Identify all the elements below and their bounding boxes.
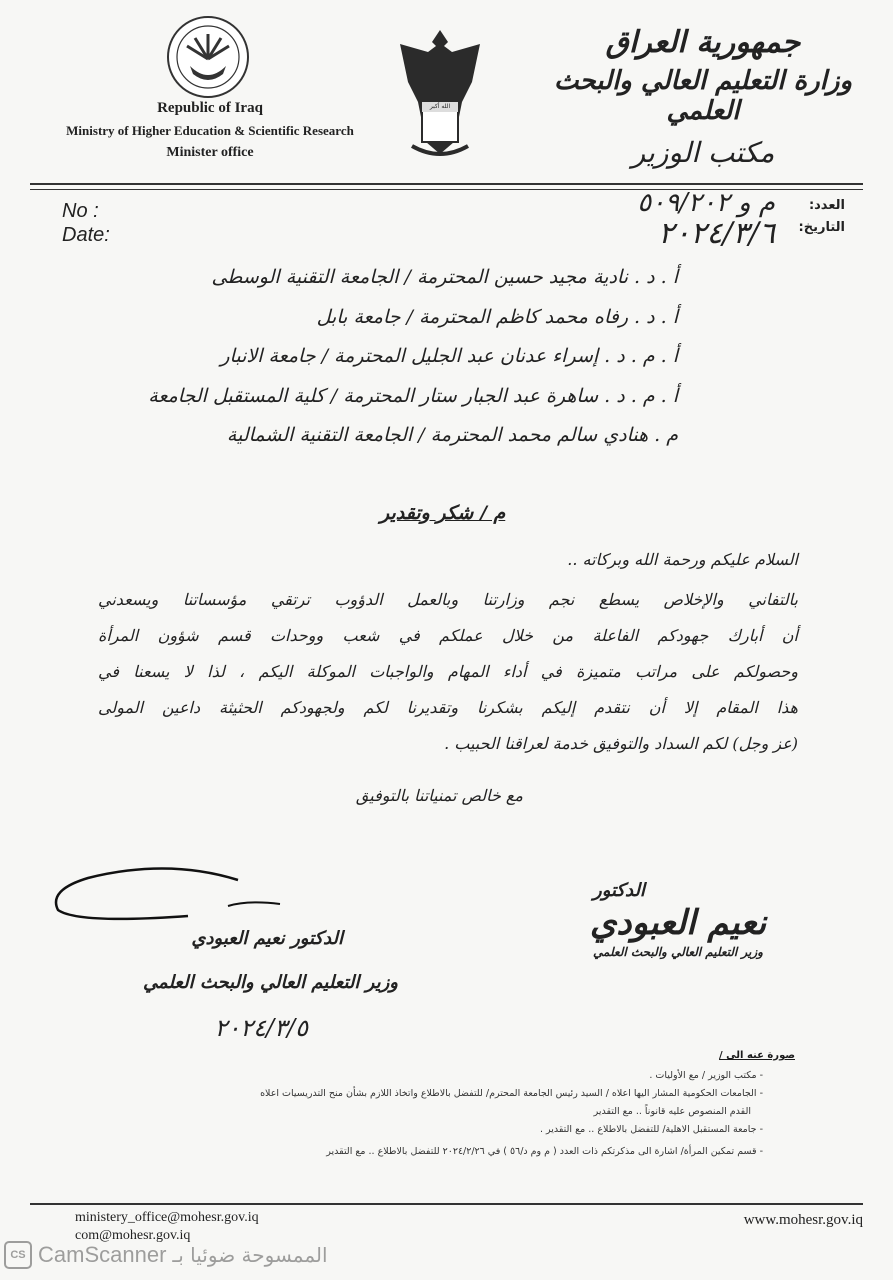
greeting: السلام عليكم ورحمة الله وبركاته .. (567, 550, 798, 569)
body-line-1: بالتفاني والإخلاص يسطع نجم وزارتنا وبالعمل الدؤوب ترتقي مؤسساتنا ويسعدني (98, 590, 798, 609)
signature-scribble (48, 860, 288, 930)
footer-website[interactable]: www.mohesr.gov.iq (743, 1212, 863, 1228)
emblem-motto: الله أكبر (429, 103, 451, 110)
body-line-3: وحصولكم على مراتب متميزة في أداء المهام والواجبات الموكلة اليكم ، لذا لا يسعنا في (98, 662, 798, 681)
footer-divider (30, 1203, 863, 1205)
recipient-4: أ . م . د . ساهرة عبد الجبار ستار المحترمة / كلية المستقبل الجامعة (148, 385, 678, 407)
no-label-ar: العدد: (808, 198, 845, 213)
camscanner-text: CamScanner (38, 1242, 167, 1267)
copy-item-4: - قسم تمكين المرأة/ اشارة الى مذكرتكم ذات العدد ( م وم د/٥٦ ) في ٢٠٢٤/٢/٢٦ للتفضل بالاطلاع .. مع التقدير (326, 1146, 763, 1157)
header-en-line2: Ministry of Higher Education & Scientific Research (66, 123, 354, 138)
date-label-ar: التاريخ: (798, 220, 845, 235)
date-label: Date: (62, 224, 110, 246)
stamp-line1: الدكتور (593, 880, 645, 901)
reference-date: ٢٠٢٤/٣/٦ (658, 216, 775, 251)
no-label: No : (62, 200, 99, 222)
header-en-line1: Republic of Iraq (157, 100, 263, 116)
body-line-4: هذا المقام إلا أن نتقدم إليكم بشكرنا وتقديرنا لكم ولجهودكم الحثيثة داعين المولى (98, 698, 798, 717)
copy-item-2-cont: القدم المنصوص عليه قانوناً .. مع التقدير (593, 1106, 751, 1117)
closing: مع خالص تمنياتنا بالتوفيق (355, 786, 523, 805)
footer-email-2[interactable]: com@mohesr.gov.iq (75, 1228, 191, 1243)
header-divider (30, 183, 863, 185)
stamp-line3: وزير التعليم العالي والبحث العلمي (593, 945, 763, 959)
footer-email-1[interactable]: ministery_office@mohesr.gov.iq (75, 1210, 259, 1225)
subject-line: م / شكر وتقدير (380, 502, 506, 524)
recipient-3: أ . م . د . إسراء عدنان عبد الجليل المحترمة / جامعة الانبار (220, 345, 678, 367)
copy-item-1: - مكتب الوزير / مع الأوليات . (649, 1070, 763, 1081)
copies-heading: صورة عنه الى / (719, 1050, 795, 1061)
copy-item-3: - جامعة المستقبل الاهلية/ للتفضل بالاطلاع .. مع التقدير . (540, 1124, 763, 1135)
header-ar-line2: وزارة التعليم العالي والبحث العلمي (553, 66, 853, 126)
signature-date: ٢٠٢٤/٣/٥ (214, 1014, 308, 1042)
header-ar-line3: مكتب الوزير (631, 136, 775, 169)
iraq-emblem (392, 22, 488, 162)
recipient-2: أ . د . رفاه محمد كاظم المحترمة / جامعة بابل (316, 306, 678, 328)
signature-name: الدكتور نعيم العبودي (191, 928, 343, 949)
camscanner-logo-icon: CS (4, 1241, 32, 1269)
camscanner-watermark (4, 1240, 328, 1270)
signature-title: وزير التعليم العالي والبحث العلمي (143, 972, 398, 993)
reference-number: م و ٥٠٩/٢٠٢ (637, 188, 775, 218)
stamp-line2: نعيم العبودي (589, 903, 767, 943)
recipient-1: أ . د . نادية مجيد حسين المحترمة / الجامعة التقنية الوسطى (211, 266, 678, 288)
camscanner-arabic: الممسوحة ضوئيا بـ (172, 1243, 328, 1267)
header-english (40, 100, 380, 167)
header-arabic (553, 25, 853, 169)
recipient-5: م . هنادي سالم محمد المحترمة / الجامعة التقنية الشمالية (226, 424, 678, 446)
header-en-line3: Minister office (166, 145, 254, 160)
body-line-5: (عز وجل) لكم السداد والتوفيق خدمة لعراقنا الحبيب . (444, 734, 798, 753)
header-ar-line1: جمهورية العراق (605, 25, 801, 60)
minister-stamp (553, 880, 803, 959)
body-line-2: أن أبارك جهودكم الفاعلة من خلال عملكم في شعب ووحدات قسم شؤون المرأة (98, 626, 798, 645)
copy-item-2: - الجامعات الحكومية المشار اليها اعلاه / السيد رئيس الجامعة المحترم/ للتفضل بالاطلاع واتخاذ اللازم بشأن منح التدريسيات اعلاه (260, 1088, 763, 1099)
ministry-seal (165, 14, 251, 100)
